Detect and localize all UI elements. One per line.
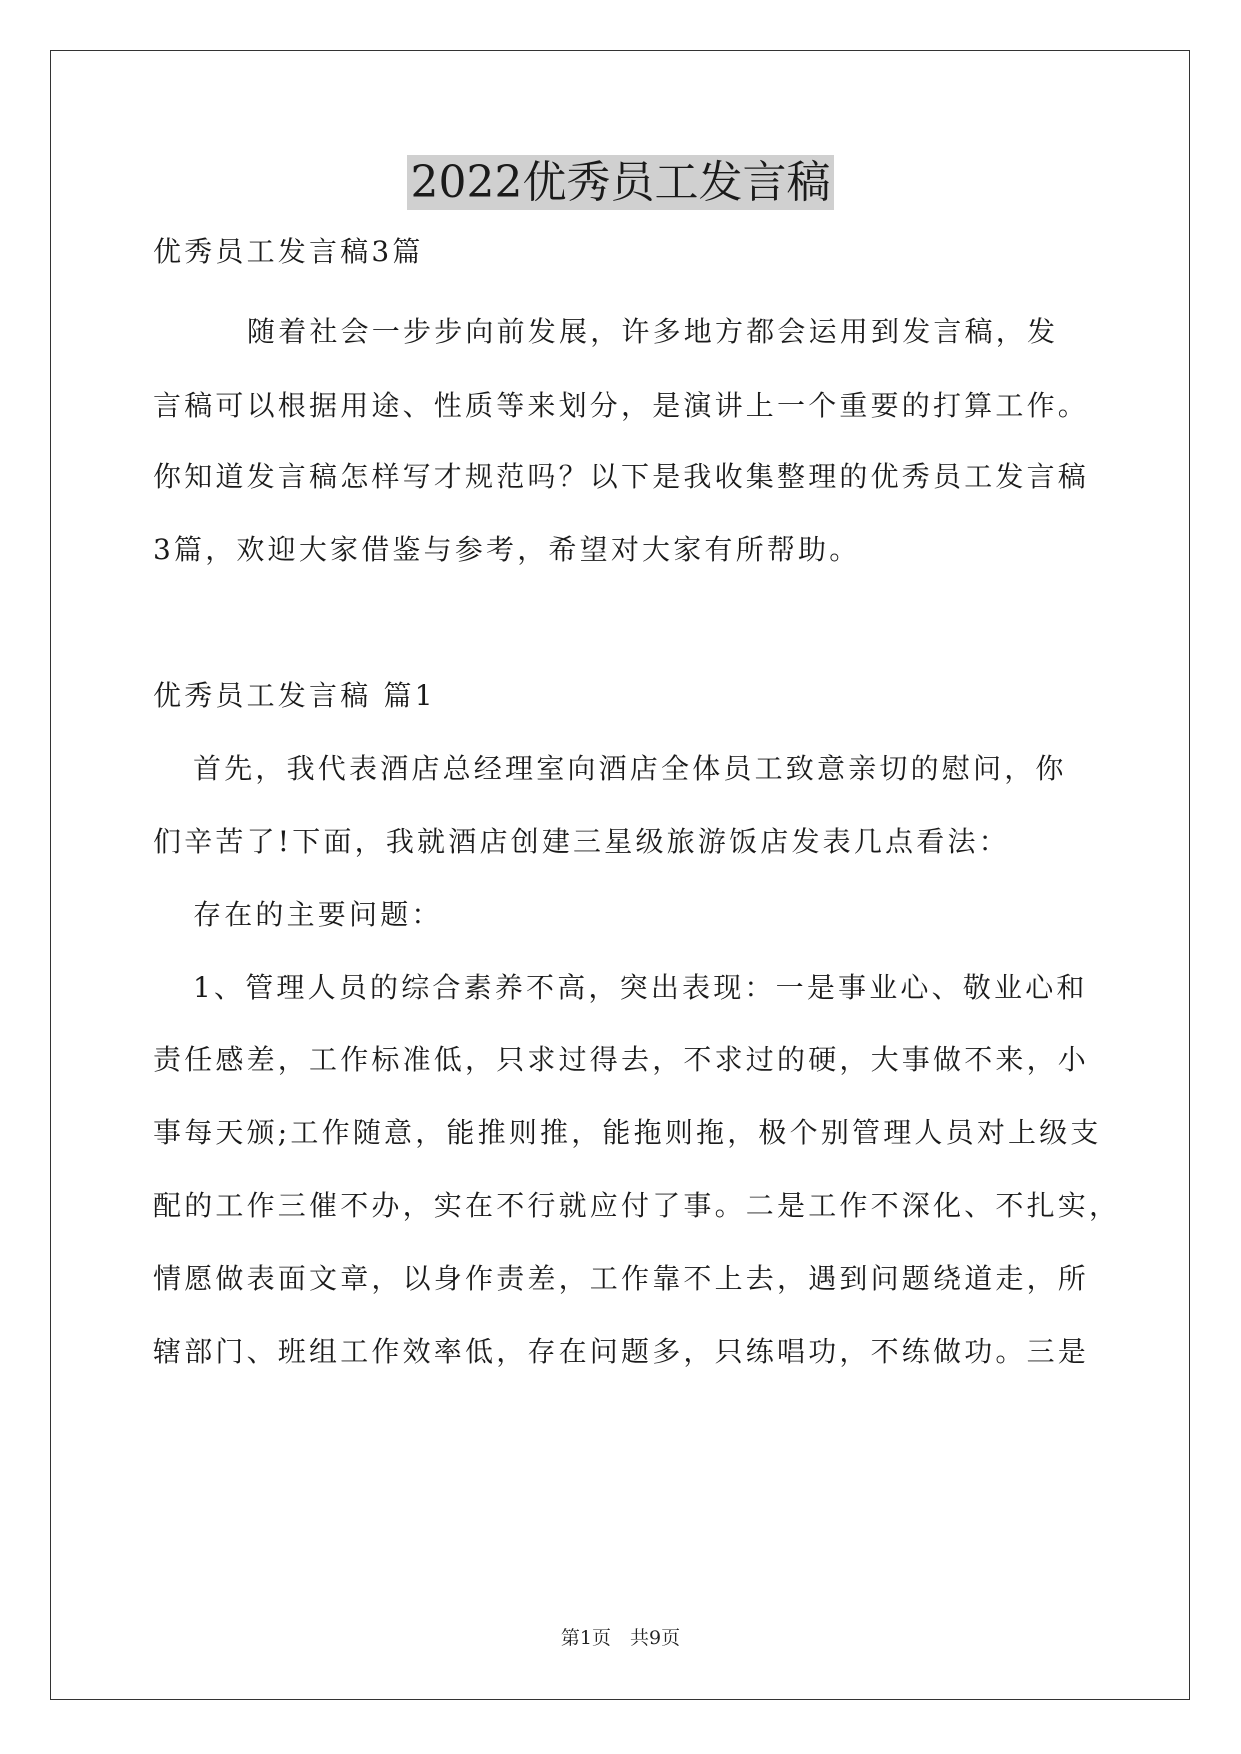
body-line-5: 责任感差，工作标准低，只求过得去，不求过的硬，大事做不来，小 bbox=[153, 1043, 1090, 1076]
body-line-2: 们辛苦了!下面，我就酒店创建三星级旅游饭店发表几点看法： bbox=[153, 825, 1010, 858]
body-line-9: 辖部门、班组工作效率低，存在问题多，只练唱功，不练做功。三是 bbox=[153, 1335, 1090, 1368]
intro-line-2: 言稿可以根据用途、性质等来划分，是演讲上一个重要的打算工作。 bbox=[153, 389, 1090, 422]
section-heading-1: 优秀员工发言稿 篇1 bbox=[153, 679, 436, 712]
body-line-8: 情愿做表面文章，以身作责差，工作靠不上去，遇到问题绕道走，所 bbox=[153, 1262, 1090, 1295]
body-line-7: 配的工作三催不办，实在不行就应付了事。二是工作不深化、不扎实， bbox=[153, 1189, 1121, 1222]
body-line-6: 事每天颁;工作随意，能推则推，能拖则拖，极个别管理人员对上级支 bbox=[153, 1116, 1102, 1149]
intro-line-4: 3篇，欢迎大家借鉴与参考，希望对大家有所帮助。 bbox=[153, 533, 861, 566]
page-number: 第1页 共9页 bbox=[560, 1627, 681, 1649]
intro-line-3: 你知道发言稿怎样写才规范吗？以下是我收集整理的优秀员工发言稿 bbox=[153, 460, 1090, 493]
body-line-1: 首先，我代表酒店总经理室向酒店全体员工致意亲切的慰问，你 bbox=[193, 752, 1067, 785]
page-border bbox=[50, 50, 1190, 1700]
intro-line-1: 随着社会一步步向前发展，许多地方都会运用到发言稿，发 bbox=[247, 315, 1059, 348]
document-title bbox=[0, 153, 1241, 213]
page-footer bbox=[0, 1625, 1241, 1651]
body-line-3: 存在的主要问题： bbox=[193, 898, 443, 931]
subtitle-line: 优秀员工发言稿3篇 bbox=[153, 235, 424, 268]
document-title-text: 2022优秀员工发言稿 bbox=[407, 155, 835, 210]
body-line-4: 1、管理人员的综合素养不高，突出表现：一是事业心、敬业心和 bbox=[193, 971, 1088, 1004]
